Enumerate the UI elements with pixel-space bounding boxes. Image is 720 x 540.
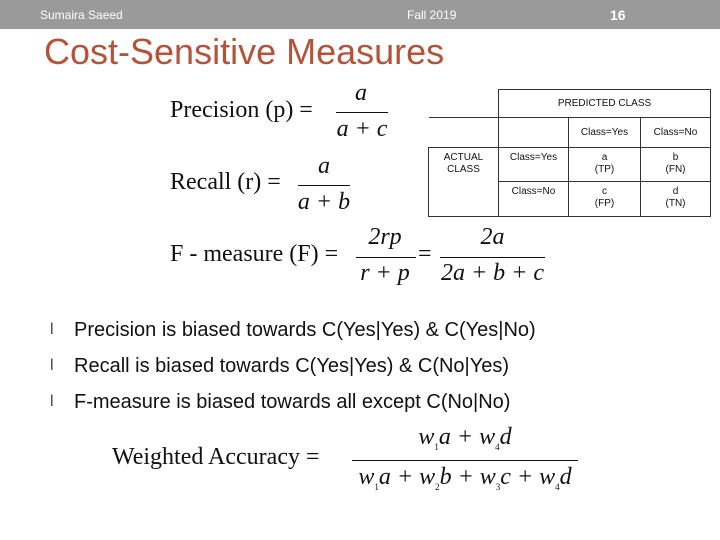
precision-numerator: a xyxy=(355,80,367,106)
weighted-num-part3: d xyxy=(499,424,512,450)
cell-fp-letter: c xyxy=(602,186,607,197)
weighted-den-part5: d xyxy=(559,464,572,490)
predicted-class-header: PREDICTED CLASS xyxy=(499,90,711,118)
cell-fp-tag: (FP) xyxy=(594,198,615,209)
precision-label: Precision (p) = xyxy=(170,97,313,123)
weighted-den-sub4: 4 xyxy=(555,482,560,492)
bullet-marker: l xyxy=(50,357,54,374)
weighted-accuracy-label: Weighted Accuracy = xyxy=(112,444,320,470)
bullet-text-precision: Precision is biased towards C(Yes|Yes) & C(Yes|No) xyxy=(74,319,536,341)
cell-fn-tag: (FN) xyxy=(665,164,686,175)
weighted-num-sub4: 4 xyxy=(495,442,500,452)
fmeasure-equals: = xyxy=(418,241,432,267)
precision-fraction-bar xyxy=(336,112,388,113)
fmeasure-fraction-bar-2 xyxy=(440,257,545,258)
row-label-no: Class=No xyxy=(499,182,569,217)
recall-denominator: a + b xyxy=(297,189,351,215)
cell-tp xyxy=(569,148,641,182)
weighted-den-sub2: 2 xyxy=(435,482,440,492)
header-bar xyxy=(0,0,720,29)
recall-fraction-bar xyxy=(298,185,350,186)
weighted-den-part3: b + w xyxy=(439,464,496,490)
weighted-den-sub3: 3 xyxy=(495,482,501,492)
fmeasure-fraction-bar-1 xyxy=(356,257,416,258)
bullet-text-fmeasure: F-measure is biased towards all except C(No|No) xyxy=(74,391,511,413)
cell-fp xyxy=(569,182,641,217)
recall-formula xyxy=(170,153,400,217)
weighted-fraction-bar xyxy=(352,460,578,461)
page-number: 16 xyxy=(610,7,626,23)
fmeasure-formula xyxy=(170,224,560,290)
weighted-num-part2: a + w xyxy=(438,424,496,450)
row-label-yes: Class=Yes xyxy=(499,148,569,182)
weighted-den-w1: w xyxy=(358,464,375,490)
fmeasure-label: F - measure (F) = xyxy=(170,241,339,267)
weighted-num-sub1: 1 xyxy=(434,442,439,452)
bullet-marker: l xyxy=(50,393,54,410)
weighted-den-sub1: 1 xyxy=(374,482,379,492)
recall-label: Recall (r) = xyxy=(170,169,281,195)
precision-formula xyxy=(170,82,400,144)
bullet-marker: l xyxy=(50,321,54,338)
weighted-num-w1: w xyxy=(418,424,435,450)
fmeasure-numerator-1: 2rp xyxy=(368,224,402,250)
fmeasure-denominator-1: r + p xyxy=(360,260,410,286)
fmeasure-numerator-2: 2a xyxy=(480,224,505,250)
slide-title: Cost-Sensitive Measures xyxy=(44,31,445,72)
precision-denominator: a + c xyxy=(336,116,388,142)
weighted-accuracy-formula xyxy=(112,424,592,496)
confusion-matrix xyxy=(428,89,711,217)
actual-class-label: ACTUAL CLASS xyxy=(443,152,484,175)
col-label-yes: Class=Yes xyxy=(569,118,641,148)
actual-class-header xyxy=(429,148,499,217)
cell-tn xyxy=(641,182,711,217)
recall-numerator: a xyxy=(318,153,330,179)
col-label-no: Class=No xyxy=(641,118,711,148)
cell-tp-tag: (TP) xyxy=(594,164,615,175)
bullet-text-recall: Recall is biased towards C(Yes|Yes) & C(No|Yes) xyxy=(74,355,510,377)
cell-fn xyxy=(641,148,711,182)
author-name: Sumaira Saeed xyxy=(40,8,123,22)
weighted-numerator xyxy=(350,424,580,451)
cell-tp-letter: a xyxy=(601,152,608,163)
cell-tn-letter: d xyxy=(672,186,679,197)
weighted-den-part4: c + w xyxy=(500,464,556,490)
term-label: Fall 2019 xyxy=(407,8,457,22)
weighted-denominator xyxy=(348,464,582,491)
weighted-den-part2: a + w xyxy=(378,464,436,490)
cell-fn-letter: b xyxy=(672,152,679,163)
cell-tn-tag: (TN) xyxy=(665,198,686,209)
fmeasure-denominator-2: 2a + b + c xyxy=(440,260,545,286)
